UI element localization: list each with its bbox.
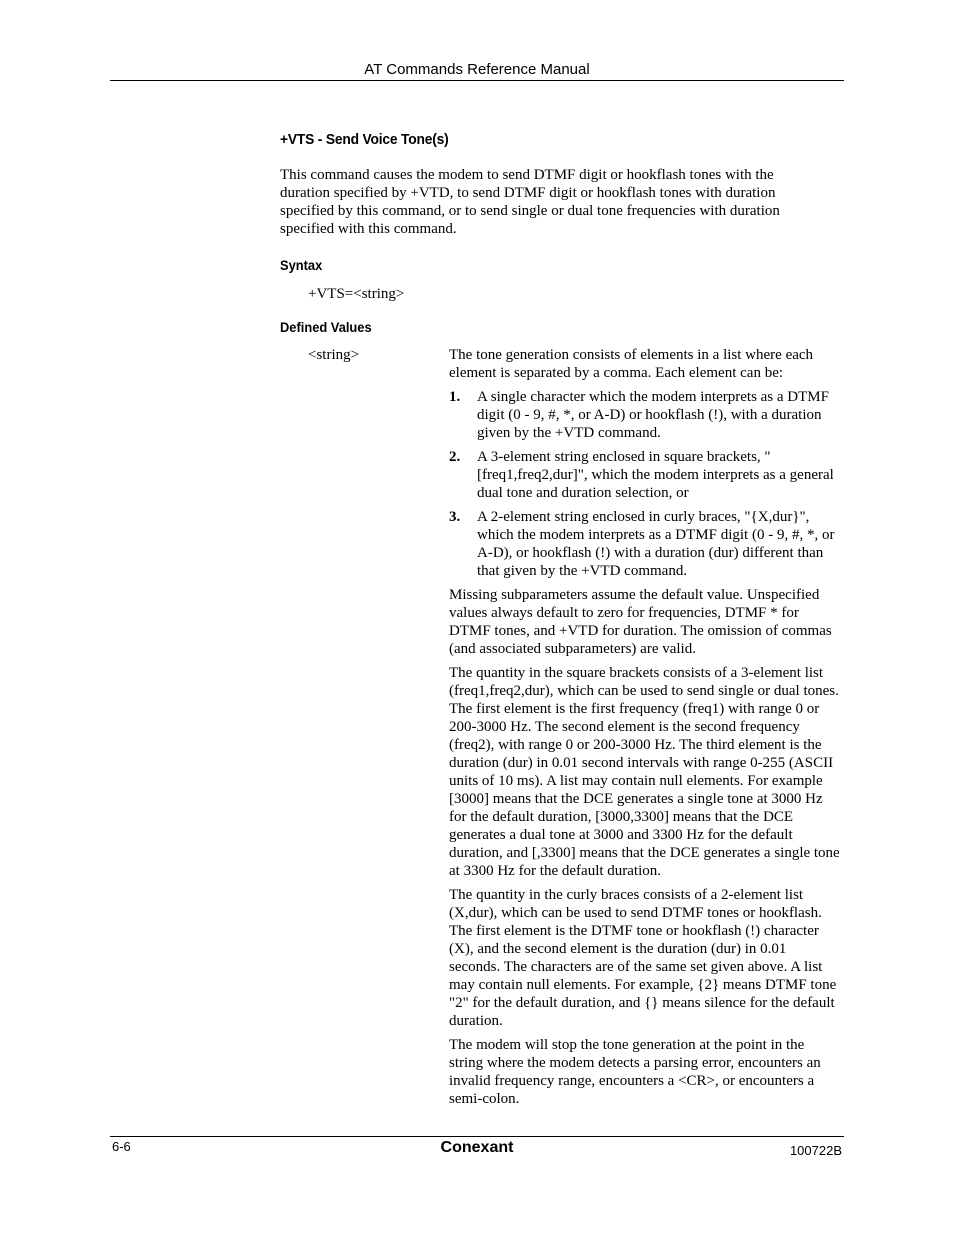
footer-rule <box>110 1136 844 1137</box>
list-number: 1. <box>449 389 461 405</box>
param-description: The tone generation consists of elements in a list where each element is separated by a comma. Each element can be: <box>449 347 814 381</box>
syntax-command: +VTS=<string> <box>308 286 405 302</box>
intro-paragraph: This command causes the modem to send DTMF digit or hookflash tones with the duration specified by +VTD, to send DTMF digit or hookflash tones with duration specified by this command, or to send single or dual tone frequencies with duration specified with this command. <box>280 167 780 237</box>
paragraph-stop-condition: The modem will stop the tone generation at the point in the string where the modem detects a parsing error, encounters an invalid frequency range, encounters a <CR>, or encounters a semi-colon. <box>449 1037 821 1107</box>
header-rule <box>110 80 844 81</box>
running-header: AT Commands Reference Manual <box>364 61 590 78</box>
section-title: +VTS - Send Voice Tone(s) <box>280 131 449 148</box>
list-number: 3. <box>449 509 461 525</box>
list-item <box>449 448 841 502</box>
paragraph-curly-braces: The quantity in the curly braces consists of a 2-element list (X,dur), which can be used to send DTMF tones or hookflash. The first element is the DTMF tone or hookflash (!) character (X), and the second element is the duration (dur) in 0.01 seconds. The characters are of the same set given above. A list may contain null elements. For example, {2} means DTMF tone "2" for the default duration, and {} means silence for the default duration. <box>449 887 837 1029</box>
defined-values-heading: Defined Values <box>280 319 372 335</box>
list-number: 2. <box>449 449 461 465</box>
element-list <box>449 388 841 580</box>
paragraph-square-brackets: The quantity in the square brackets consists of a 3-element list (freq1,freq2,dur), which can be used to send single or dual tones. The first element is the first frequency (freq1) with range 0 or 200-3000 Hz. The second element is the second frequency (freq2), with range 0 or 200-3000 Hz. The third element is the duration (dur) in 0.01 second intervals with range 0-255 (ASCII units of 10 ms). A list may contain null elements. For example [3000] means that the DCE generates a single tone at 3000 Hz for the default duration, [3000,3300] means that the DCE generates a dual tone at 3000 and 3300 Hz for the default duration, and [,3300] means that the DCE generates a single tone at 3300 Hz for the default duration. <box>449 665 840 879</box>
list-text: A 3-element string enclosed in square brackets, "[freq1,freq2,dur]", which the modem interprets as a general dual tone and duration selection, or <box>477 449 834 501</box>
list-text: A 2-element string enclosed in curly braces, "{X,dur}", which the modem interprets as a DTMF digit (0 - 9, #, *, or A-D), or hookflash (!) with a duration (dur) different than that given by the +VTD command. <box>477 509 835 579</box>
company-name: Conexant <box>440 1139 514 1156</box>
param-definition <box>449 346 841 1114</box>
document-number: 100722B <box>789 1143 842 1158</box>
page-number: 6-6 <box>112 1139 131 1154</box>
param-name: <string> <box>308 347 360 363</box>
syntax-heading: Syntax <box>280 257 323 273</box>
list-item <box>449 388 841 442</box>
list-item <box>449 508 841 580</box>
paragraph-defaults: Missing subparameters assume the default value. Unspecified values always default to zero for frequencies, DTMF * for DTMF tones, and +VTD for duration. The omission of commas (and associated subparameters) are valid. <box>449 587 832 657</box>
list-text: A single character which the modem interprets as a DTMF digit (0 - 9, #, *, or A-D) or hookflash (!), with a duration given by the +VTD command. <box>477 389 829 441</box>
